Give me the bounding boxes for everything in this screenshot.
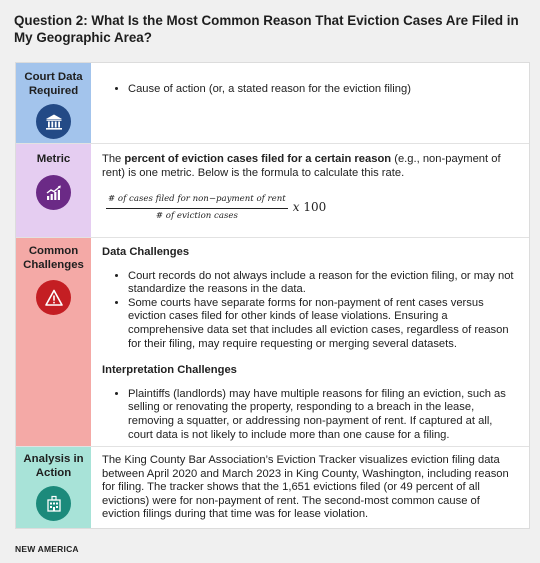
list-item: • Plaintiffs (landlords) may have multiple reasons for filing an eviction, such as selling or renovating the property, responding to a breach in the lease, removing a squatter, or addressing non-payment of rent. If captured at all, court data is not likely to include more than one cause for a filing. bbox=[128, 388, 519, 442]
analysis-text: The King County Bar Association’s Eviction Tracker visualizes eviction filing data between April 2020 and March 2023 in King County, Washington, including reason for filing. The tracker shows that the 1,651 evictions filed (or 49 percent of all evictions) were for non-payment of rent. The second-most common cause of eviction filings during that time was for lease violation. bbox=[102, 454, 509, 521]
row-challenges bbox=[16, 238, 529, 447]
warning-icon bbox=[36, 280, 71, 315]
row-analysis bbox=[16, 447, 529, 528]
metric-text-post: (e.g., non-payment of rent) is one metric. Below is the formula to calculate this rate. bbox=[102, 153, 501, 179]
formula-factor: 100 bbox=[303, 200, 327, 215]
formula-denominator: # of eviction cases bbox=[155, 210, 238, 221]
chart-growth-icon bbox=[36, 175, 71, 210]
row-analysis-header bbox=[16, 447, 91, 528]
metric-text-pre: The bbox=[102, 153, 125, 165]
interpretation-challenges-heading: Interpretation Challenges bbox=[102, 364, 237, 377]
data-challenges-heading: Data Challenges bbox=[102, 246, 190, 258]
formula-numerator: # of cases filed for non−payment of rent bbox=[106, 193, 288, 209]
metric-formula bbox=[106, 193, 519, 223]
formula-fraction bbox=[106, 193, 288, 223]
city-building-icon bbox=[36, 486, 71, 521]
list-item: • Cause of action (or, a stated reason for the eviction filing) bbox=[128, 83, 519, 97]
page-title: Question 2: What Is the Most Common Reason That Eviction Cases Are Filed in My Geographic Area? bbox=[14, 13, 519, 45]
list-item: • Court records do not always include a reason for the eviction filing, or may not standardize the reasons in the data. bbox=[128, 270, 519, 297]
row-label: Analysis in Action bbox=[23, 453, 84, 479]
list-item: • Some courts have separate forms for non-payment of rent cases versus eviction cases filed for other kinds of lease violations. Ensuring a comprehensive data set that includes all eviction cases, regardless of reason for their filing, may require requesting or merging several datasets. bbox=[128, 297, 519, 351]
metric-description bbox=[102, 153, 519, 180]
info-table bbox=[15, 62, 530, 529]
courthouse-icon bbox=[36, 104, 71, 139]
row-label: Court Data Required bbox=[24, 71, 83, 97]
row-metric bbox=[16, 144, 529, 238]
row-label: Common Challenges bbox=[23, 245, 84, 271]
row-court-data-header bbox=[16, 63, 91, 143]
footer-brand: NEW AMERICA bbox=[15, 544, 79, 554]
metric-text-bold: percent of eviction cases filed for a certain reason bbox=[124, 153, 392, 165]
row-challenges-header bbox=[16, 238, 91, 446]
formula-multiplier bbox=[293, 201, 327, 215]
row-metric-header bbox=[16, 144, 91, 237]
formula-x: x bbox=[292, 200, 300, 215]
row-court-data bbox=[16, 63, 529, 144]
row-label: Metric bbox=[36, 153, 71, 165]
